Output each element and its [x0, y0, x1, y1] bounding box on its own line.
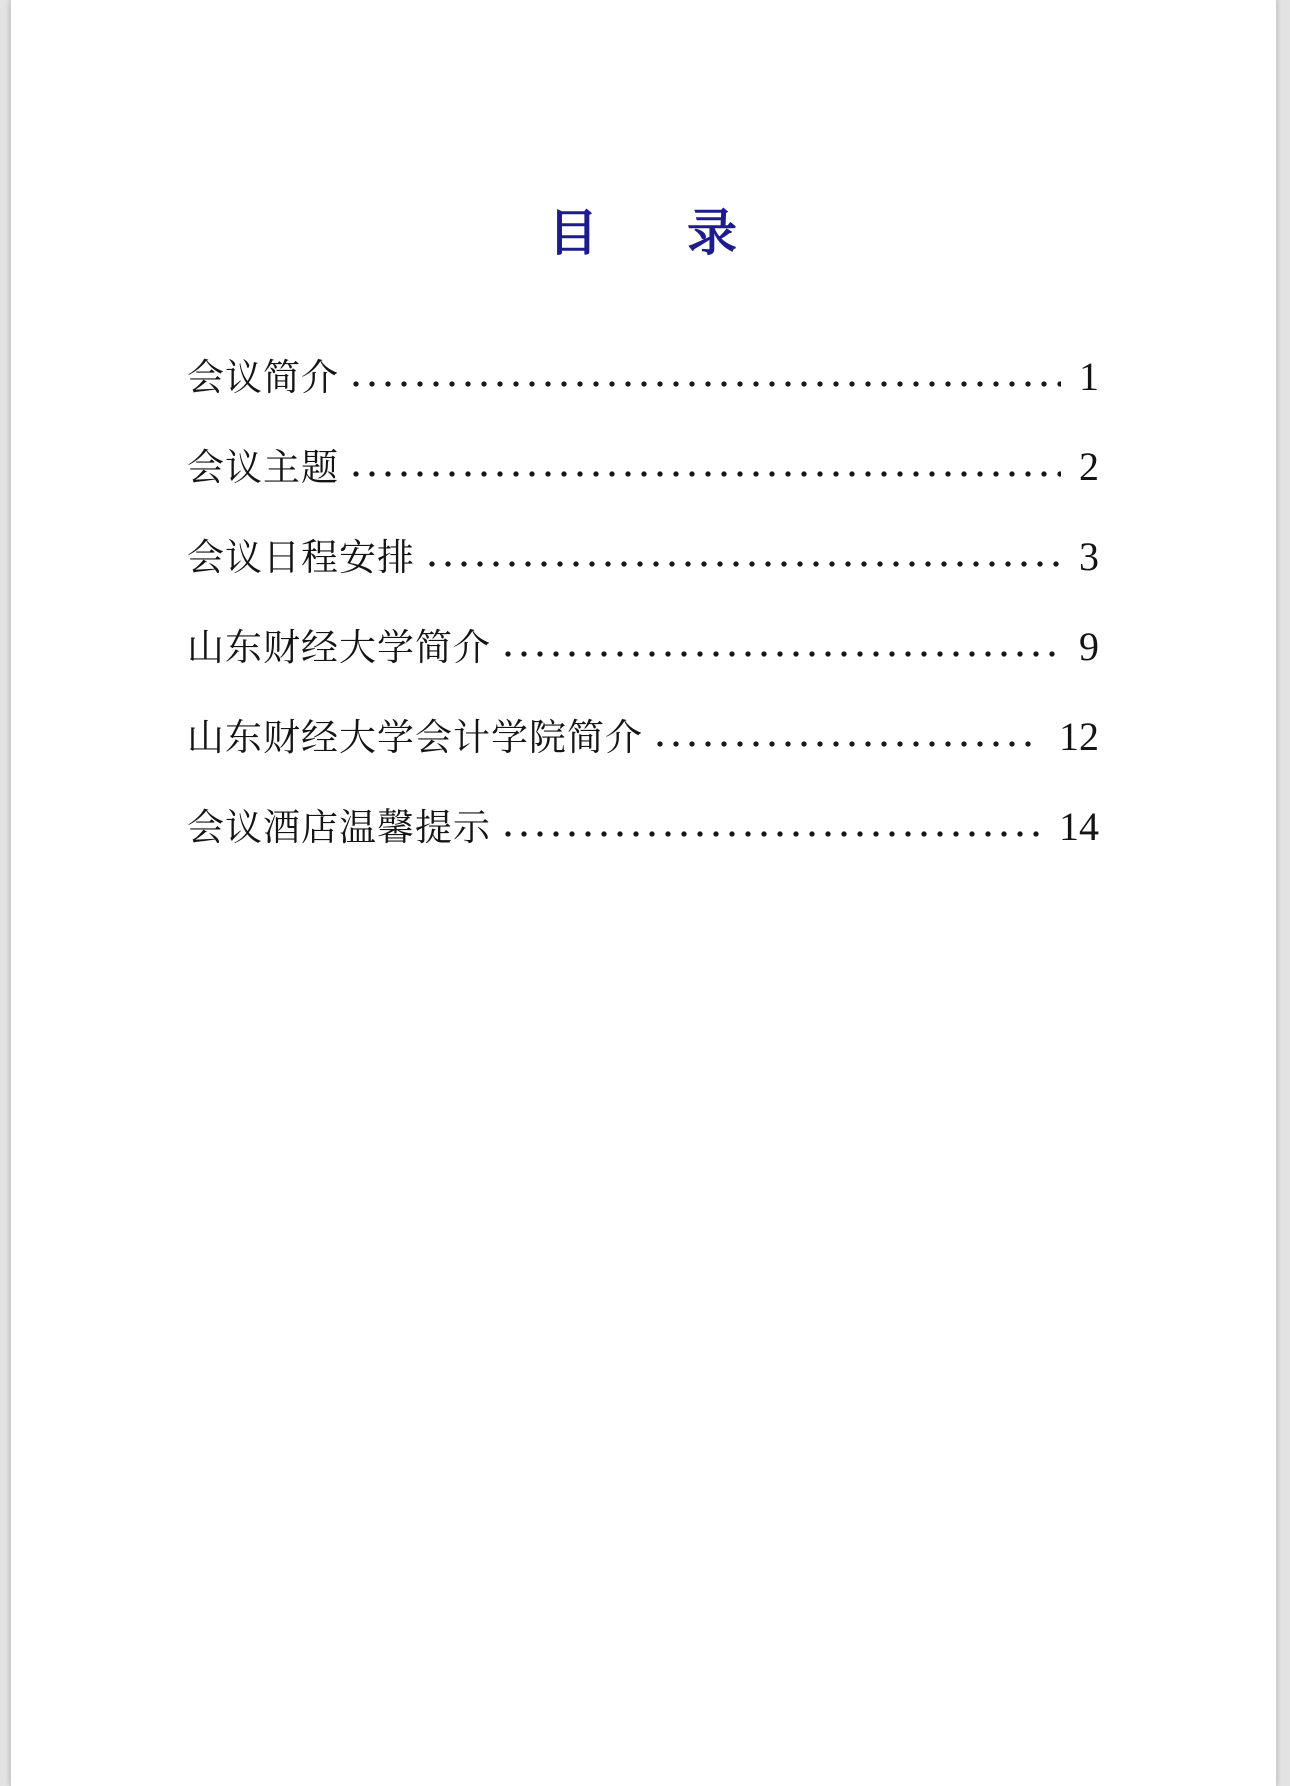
toc-entry[interactable]: [187, 804, 1099, 849]
toc-entry[interactable]: [187, 714, 1099, 759]
toc-entry-page-number: 9: [1079, 624, 1099, 669]
page-title: 目 录: [548, 205, 739, 261]
dot-leader: [505, 650, 1061, 658]
toc-entry[interactable]: [187, 624, 1099, 669]
toc-entry-page-number: 14: [1059, 804, 1099, 849]
toc-entry-label: 山东财经大学会计学院简介: [187, 718, 643, 759]
toc-entry-label: 会议简介: [187, 358, 339, 399]
document-page: [10, 0, 1277, 1786]
dot-leader: [657, 740, 1041, 748]
toc-entry-page-number: 2: [1079, 444, 1099, 489]
toc-entry[interactable]: [187, 534, 1099, 579]
dot-leader: [353, 470, 1061, 478]
toc-entry-label: 山东财经大学简介: [187, 628, 491, 669]
dot-leader: [353, 380, 1061, 388]
toc-entry-label: 会议日程安排: [187, 538, 415, 579]
toc-entry[interactable]: [187, 354, 1099, 399]
toc-entry-page-number: 1: [1079, 354, 1099, 399]
toc-entry-label: 会议酒店温馨提示: [187, 808, 491, 849]
toc-list: [187, 354, 1099, 849]
dot-leader: [429, 560, 1061, 568]
dot-leader: [505, 830, 1041, 838]
toc-entry-page-number: 3: [1079, 534, 1099, 579]
toc-entry-label: 会议主题: [187, 448, 339, 489]
toc-entry-page-number: 12: [1059, 714, 1099, 759]
toc-entry[interactable]: [187, 444, 1099, 489]
